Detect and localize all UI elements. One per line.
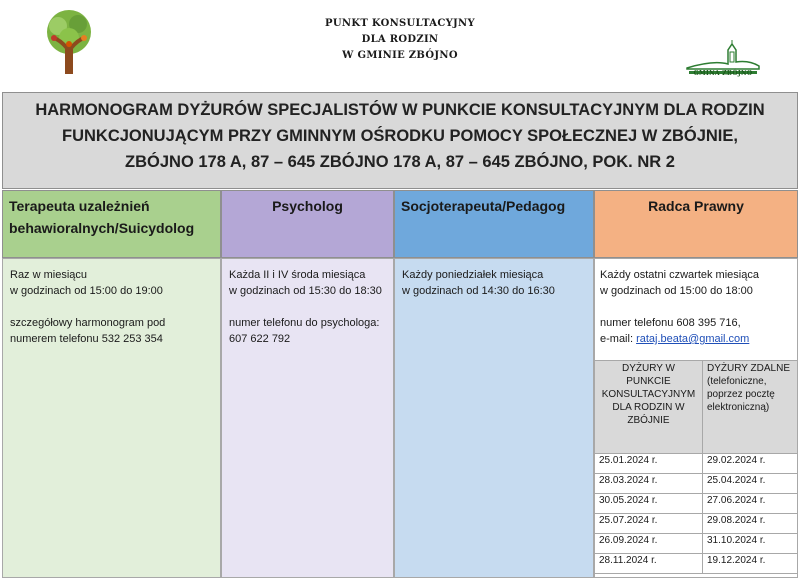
table-row (595, 494, 798, 514)
legal-hours: w godzinach od 15:00 do 18:00 (600, 285, 753, 297)
schedule-header-in-person: DYŻURY W PUNKCIE KONSULTACYJNYM DLA RODZIN W ZBÓJNIE (595, 361, 703, 454)
remote-date: 25.04.2024 r. (703, 474, 798, 494)
column-header-socio-therapist: Socjoterapeuta/Pedagog (394, 190, 594, 258)
legal-phone: numer telefonu 608 395 716, (600, 317, 741, 329)
psychologist-phone-info: numer telefonu do psychologa: 607 622 792 (229, 317, 380, 345)
in-person-date: 28.11.2024 r. (595, 554, 703, 574)
title-line-1: HARMONOGRAM DYŻURÓW SPECJALISTÓW W PUNKCIE KONSULTACYJNYM DLA RODZIN (35, 101, 765, 119)
legal-frequency: Każdy ostatni czwartek miesiąca (600, 269, 759, 281)
socio-therapist-frequency: Każdy poniedziałek miesiąca (402, 269, 544, 281)
page-header (0, 0, 800, 90)
in-person-date: 28.03.2024 r. (595, 474, 703, 494)
title-line-3: ZBÓJNO 178 A, 87 – 645 ZBÓJNO 178 A, 87 – 645 ZBÓJNO, POK. NR 2 (125, 153, 675, 171)
email-label: e-mail: (600, 333, 637, 345)
title-line-2: FUNKCJONUJĄCYM PRZY GMINNYM OŚRODKU POMOCY SPOŁECZNEJ W ZBÓJNIE, (62, 127, 738, 145)
remote-date: 19.12.2024 r. (703, 554, 798, 574)
psychologist-frequency: Każda II i IV środa miesiąca (229, 269, 366, 281)
email-link[interactable]: rataj.beata@gmail.com (636, 333, 750, 345)
org-line-1: PUNKT KONSULTACYJNY (325, 18, 475, 29)
therapist-phone-info: szczegółowy harmonogram pod numerem telefonu 532 253 354 (10, 317, 166, 345)
org-line-3: W GMINIE ZBÓJNO (342, 50, 458, 61)
column-body-socio-therapist (394, 258, 594, 578)
main-title (2, 92, 798, 189)
table-row (595, 474, 798, 494)
in-person-date: 25.01.2024 r. (595, 454, 703, 474)
gmina-zbojno-logo-icon (683, 38, 763, 84)
table-row (595, 454, 798, 474)
legal-email-line (600, 331, 792, 347)
org-line-2: DLA RODZIN (361, 34, 439, 45)
psychologist-hours: w godzinach od 15:30 do 18:30 (229, 285, 382, 297)
column-header-psychologist: Psycholog (221, 190, 394, 258)
column-body-therapist (2, 258, 221, 578)
organization-title (260, 16, 540, 64)
remote-date: 29.02.2024 r. (703, 454, 798, 474)
table-row (595, 554, 798, 574)
socio-therapist-hours: w godzinach od 14:30 do 16:30 (402, 285, 555, 297)
table-row (595, 514, 798, 534)
column-header-legal-advisor: Radca Prawny (594, 190, 798, 258)
tree-family-logo-icon (40, 8, 98, 74)
schedule-header-remote: DYŻURY ZDALNE (telefoniczne, poprzez pocztę elektroniczną) (703, 361, 798, 454)
remote-date: 29.08.2024 r. (703, 514, 798, 534)
column-header-therapist: Terapeuta uzależnień behawioralnych/Suicydolog (2, 190, 221, 258)
in-person-date: 26.09.2024 r. (595, 534, 703, 554)
legal-schedule-table (594, 360, 798, 574)
in-person-date: 30.05.2024 r. (595, 494, 703, 514)
remote-date: 31.10.2024 r. (703, 534, 798, 554)
therapist-hours: w godzinach od 15:00 do 19:00 (10, 285, 163, 297)
table-row (595, 534, 798, 554)
remote-date: 27.06.2024 r. (703, 494, 798, 514)
therapist-frequency: Raz w miesiącu (10, 269, 88, 281)
column-body-psychologist (221, 258, 394, 578)
in-person-date: 25.07.2024 r. (595, 514, 703, 534)
gmina-logo-text: GMINA ZBÓJNO (693, 70, 753, 77)
schedule-header-row (595, 361, 798, 454)
